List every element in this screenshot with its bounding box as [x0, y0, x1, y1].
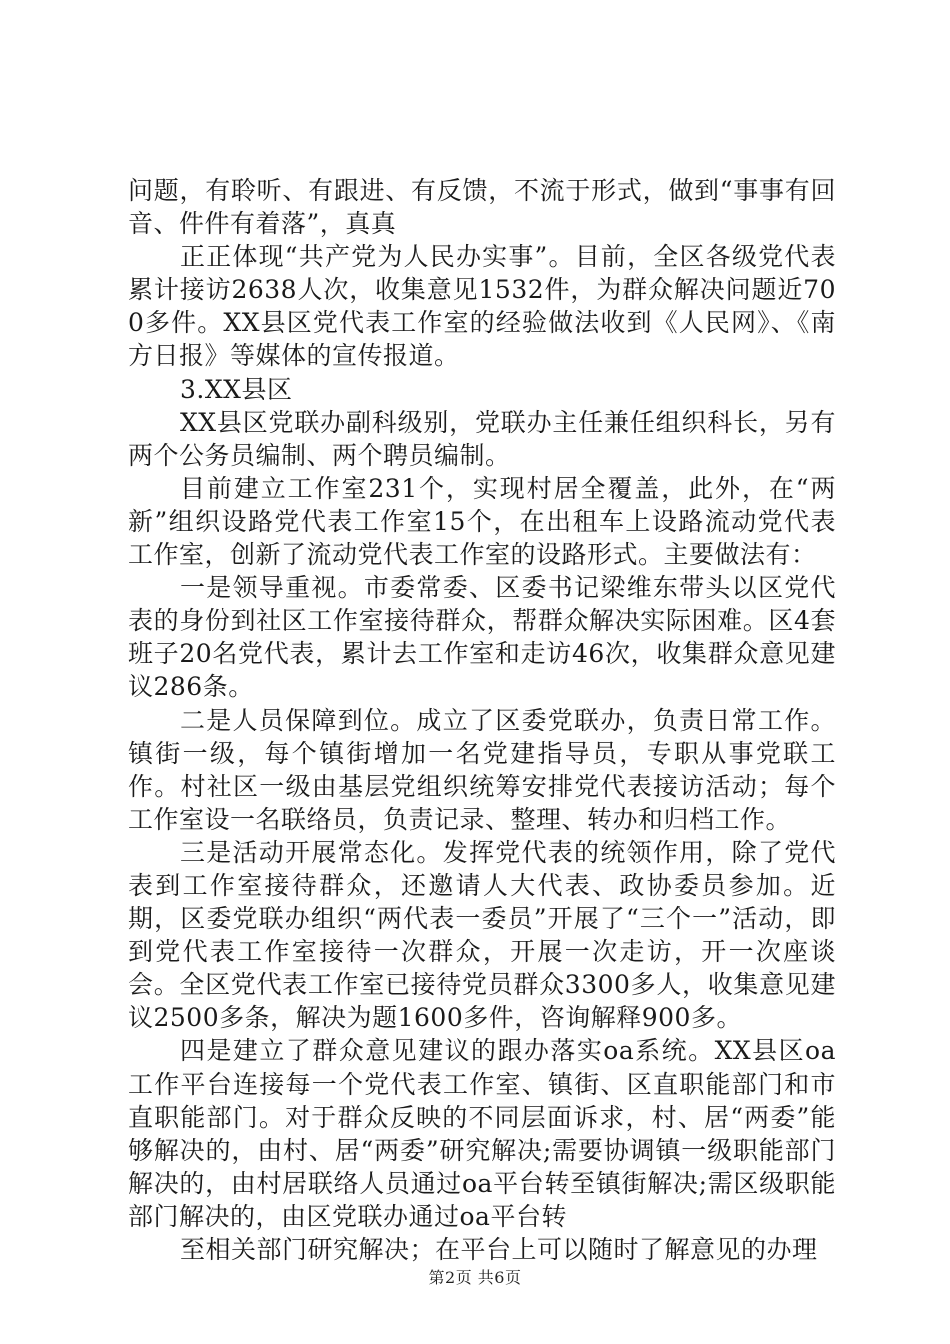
document-body: [128, 174, 836, 1266]
paragraph-1: 问题，有聆听、有跟进、有反馈，不流于形式，做到“事事有回音、件件有着落”，真真: [128, 176, 836, 239]
paragraph-6: 二是人员保障到位。成立了区委党联办，负责日常工作。镇街一级，每个镇街增加一名党建指导员，专职从事党联工作。村社区一级由基层党组织统筹安排党代表接访活动；每个工作室设一名联络员，负责记录、整理、转办和归档工作。: [128, 705, 836, 834]
paragraph-8: 四是建立了群众意见建议的跟办落实oa系统。XX县区oa工作平台连接每一个党代表工作室、镇街、区直职能部门和市直职能部门。对于群众反映的不同层面诉求，村、居“两委”能够解决的，由村、居“两委”研究解决;需要协调镇一级职能部门解决的，由村居联络人员通过oa平台转至镇街解决;需区级职能部门解决的，由区党联办通过oa平台转: [128, 1036, 836, 1231]
paragraph-7: 三是活动开展常态化。发挥党代表的统领作用，除了党代表到工作室接待群众，还邀请人大代表、政协委员参加。近期，区委党联办组织“两代表一委员”开展了“三个一”活动，即到党代表工作室接待一次群众，开展一次走访，开一次座谈会。全区党代表工作室已接待党员群众3300多人，收集意见建议2500多条，解决为题1600多件，咨询解释900多。: [128, 837, 836, 1033]
page-footer: 第2页 共6页: [428, 1268, 522, 1287]
paragraph-2: 正正体现“共产党为人民办实事”。目前，全区各级党代表累计接访2638人次，收集意见1532件，为群众解决问题近700多件。XX县区党代表工作室的经验做法收到《人民网》、《南方日报》等媒体的宣传报道。: [128, 242, 836, 371]
section-heading: 3.XX县区: [180, 374, 293, 404]
paragraph-5: 一是领导重视。市委常委、区委书记梁维东带头以区党代表的身份到社区工作室接待群众，帮群众解决实际困难。区4套班子20名党代表，累计去工作室和走访46次，收集群众意见建议286条。: [128, 573, 836, 702]
paragraph-9: 至相关部门研究解决；在平台上可以随时了解意见的办理: [180, 1235, 818, 1264]
paragraph-3: XX县区党联办副科级别，党联办主任兼任组织科长，另有两个公务员编制、两个聘员编制。: [128, 407, 836, 470]
paragraph-4: 目前建立工作室231个，实现村居全覆盖，此外，在“两新”组织设路党代表工作室15个，在出租车上设路流动党代表工作室，创新了流动党代表工作室的设路形式。主要做法有：: [128, 473, 836, 570]
